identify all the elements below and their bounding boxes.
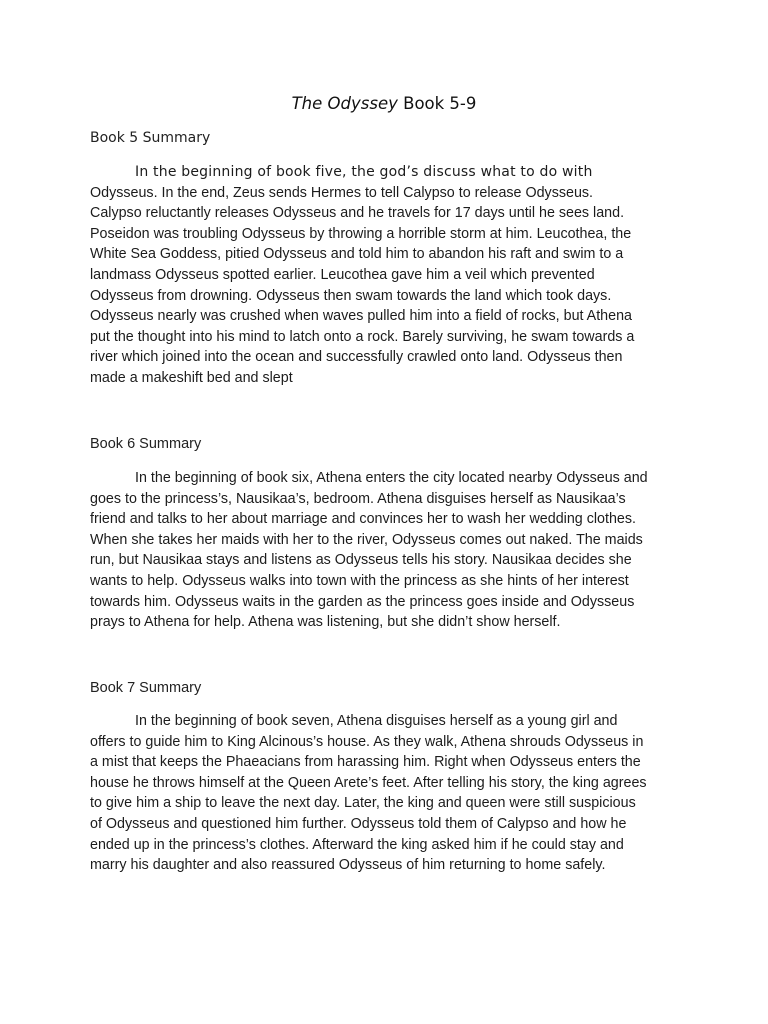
section-paragraph-book-5 — [90, 162, 690, 389]
paragraph-line: made a makeshift bed and slept — [90, 369, 293, 386]
paragraph-line: prays to Athena for help. Athena was listening, but she didn’t show herself. — [90, 614, 561, 631]
paragraph-line: goes to the princess’s, Nausikaa’s, bedroom. Athena disguises herself as Nausikaa’s — [90, 490, 626, 507]
section-heading-book-7: Book 7 Summary — [90, 680, 202, 696]
paragraph-line: Poseidon was troubling Odysseus by throwing a horrible storm at him. Leucothea, the — [90, 225, 632, 242]
paragraph-line: offers to guide him to King Alcinous’s house. As they walk, Athena shrouds Odysseus in — [90, 733, 644, 750]
paragraph-line: When she takes her maids with her to the river, Odysseus comes out naked. The maids — [90, 531, 643, 548]
section-paragraph-book-6 — [90, 468, 690, 633]
paragraph-line: Odysseus from drowning. Odysseus then swam towards the land which took days. — [90, 287, 612, 304]
document-title-italic: The Odyssey — [291, 94, 398, 113]
paragraph-line: ended up in the princess’s clothes. Afterward the king asked him if he could stay and — [90, 836, 624, 853]
paragraph-line: of Odysseus and questioned him further. Odysseus told them of Calypso and how he — [90, 815, 627, 832]
paragraph-line: friend and talks to her about marriage and convinces her to wash her wedding clothes. — [90, 511, 636, 528]
paragraph-line: Odysseus. In the end, Zeus sends Hermes to tell Calypso to release Odysseus. — [90, 184, 594, 201]
paragraph-line: In the beginning of book five, the god’s discuss what to do with — [135, 164, 593, 180]
paragraph-line: Odysseus nearly was crushed when waves pulled him into a field of rocks, but Athena — [90, 308, 632, 325]
paragraph-line: to give him a ship to leave the next day. Later, the king and queen were still suspicious — [90, 795, 636, 812]
document-title — [0, 92, 768, 116]
paragraph-line: In the beginning of book seven, Athena disguises herself as a young girl and — [135, 713, 618, 729]
paragraph-line: In the beginning of book six, Athena enters the city located nearby Odysseus and — [135, 470, 648, 486]
paragraph-line: Calypso reluctantly releases Odysseus and he travels for 17 days until he sees land. — [90, 205, 625, 222]
section-paragraph-book-7 — [90, 711, 690, 876]
paragraph-line: White Sea Goddess, pitied Odysseus and told him to abandon his raft and swim to a — [90, 246, 624, 263]
section-heading-book-5: Book 5 Summary — [90, 130, 211, 146]
paragraph-line: run, but Nausikaa stays and listens as Odysseus tells his story. Nausikaa decides she — [90, 552, 632, 569]
paragraph-line: wants to help. Odysseus walks into town with the princess as she hints of her interest — [90, 572, 629, 589]
section-heading-book-6: Book 6 Summary — [90, 436, 202, 452]
paragraph-line: marry his daughter and also reassured Odysseus of him returning to home safely. — [90, 857, 606, 874]
paragraph-line: house he throws himself at the Queen Arete’s feet. After telling his story, the king agrees — [90, 774, 647, 791]
paragraph-line: landmass Odysseus spotted earlier. Leucothea gave him a veil which prevented — [90, 266, 595, 283]
document-title-rest: Book 5-9 — [397, 94, 477, 113]
paragraph-line: a mist that keeps the Phaeacians from harassing him. Right when Odysseus enters the — [90, 754, 641, 771]
paragraph-line: put the thought into his mind to latch onto a rock. Barely surviving, he swam towards a — [90, 328, 635, 345]
paragraph-line: towards him. Odysseus waits in the garden as the princess goes inside and Odysseus — [90, 593, 635, 610]
paragraph-line: river which joined into the ocean and successfully crawled onto land. Odysseus then — [90, 349, 623, 366]
